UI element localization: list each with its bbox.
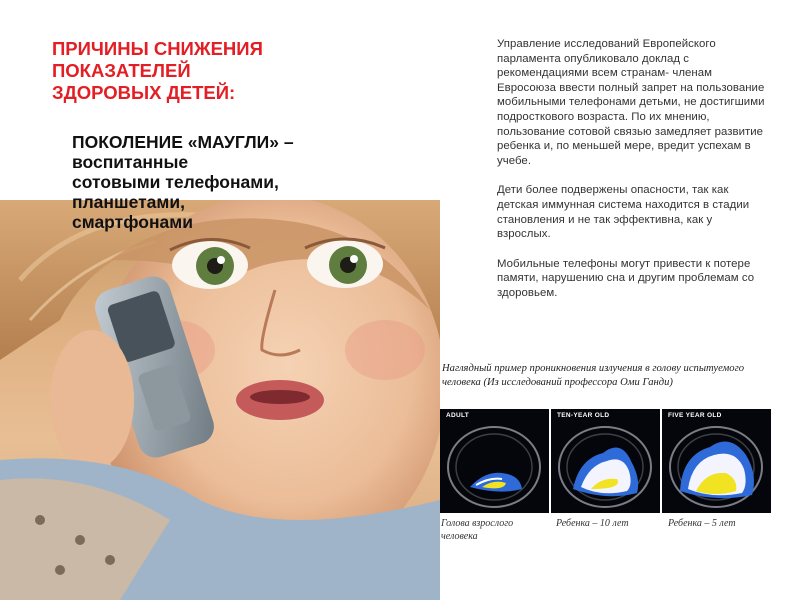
scan-five-year-old-label: FIVE YEAR OLD [668,412,722,419]
child-with-phone-photo [0,200,440,600]
heading-line-2: ПОКАЗАТЕЛЕЙ [52,60,191,81]
scan-ten-year-old-caption: Ребенка – 10 лет [556,518,629,529]
subheading-line-5: смартфонами [72,212,193,232]
scan-ten-year-old-image [551,409,660,513]
child-illustration [0,200,440,600]
scan-adult-caption: Голова взрослого человека [441,518,514,542]
radiation-figure [428,352,786,554]
scan-five-year-old-image [662,409,771,513]
article-text [497,37,765,316]
scan-ten-year-old-label: TEN-YEAR OLD [557,412,610,419]
scan-adult [440,409,549,513]
subheading-line-3: сотовыми телефонами, [72,172,279,192]
article-paragraph-2: Дети более подвержены опасности, так как детская иммунная система находится в стадии становления и не так эффективна, как у взрослых. [497,184,750,241]
scan-adult-image [440,409,549,513]
scan-five-year-old [662,409,771,513]
heading-line-1: ПРИЧИНЫ СНИЖЕНИЯ [52,38,263,59]
article-paragraph-3: Мобильные телефоны могут привести к потере памяти, нарушению сна и другим проблемам со здоровьем. [497,257,755,299]
subheading-line-4: планшетами, [72,192,185,212]
heading-line-3: ЗДОРОВЫХ ДЕТЕЙ: [52,82,236,103]
figure-caption: Наглядный пример проникновения излучения в голову испытуемого человека (Из исследований профессора Оми Ганди) [442,363,745,388]
scan-five-year-old-caption: Ребенка – 5 лет [668,518,736,529]
subheading-line-1: ПОКОЛЕНИЕ «МАУГЛИ» – [72,132,294,152]
article-paragraph-1: Управление исследований Европейского парламента опубликовало доклад с рекомендациями всем странам- членам Евросоюза ввести полный запрет на пользование мобильными телефонами детьми, не достигшими подросткового возраста. По их мнению, пользование сотовой связью замедляет развитие ребенка и, по меньшей мере, вредит успехам в учебе. [497,38,765,167]
subheading-line-2: воспитанные [72,152,189,172]
scan-adult-label: ADULT [446,412,470,419]
slide-heading [52,38,352,104]
slide-subheading [72,132,372,232]
scan-ten-year-old [551,409,660,513]
